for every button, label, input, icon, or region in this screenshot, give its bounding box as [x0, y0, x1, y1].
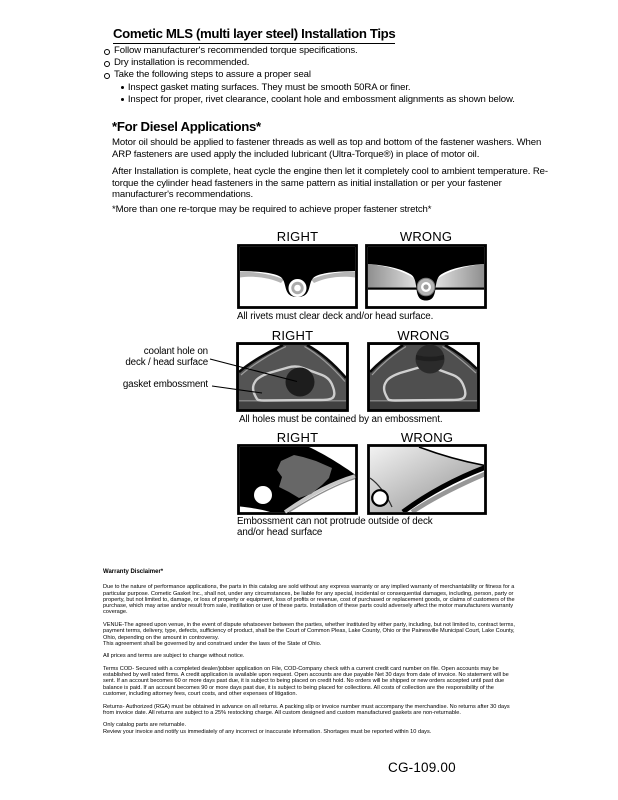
row3-right-label: RIGHT: [276, 430, 319, 445]
diesel-section-heading: *For Diesel Applications*: [112, 119, 261, 134]
row2-wrong-label: WRONG: [397, 328, 450, 343]
row1-right-label: RIGHT: [276, 229, 319, 244]
legal-paragraph: Terms COD- Secured with a completed dealer/jobber application on File, COD-Company check with a current credit card number on file. Open accounts may be established by well rated firms. A credit application is available upon request. Open accounts are due payable Net 30 days from date of invoice. No statement will be sent. If an account becomes 60 or more days past due, it is subject to being placed on credit hold. No orders will be shipped or new orders accepted until past due balance is paid. If an account becomes 90 or more days past due, it is subject to being placed for collections. All costs of collection are the responsibility of the customer, including attorney fees, court costs, and other expenses of litigation.: [103, 665, 509, 698]
row3-caption: Embossment can not protrude outside of deck and/or head surface: [237, 516, 433, 539]
list-item: [104, 57, 515, 69]
row1-wrong-label: WRONG: [399, 229, 453, 244]
list-item: [104, 45, 515, 57]
warranty-disclaimer-heading: Warranty Disclaimer*: [103, 569, 164, 575]
legal-paragraph: Returns- Authorized (RGA) must be obtained in advance on all returns. A packing slip or invoice number must accompany the merchandise. No returns after 30 days from invoice date. All returns are subject to a 25% restocking charge. All custom designed and custom manufactured gaskets are non-returnable.: [103, 703, 510, 716]
legal-paragraph: VENUE-The agreed upon venue, in the event of dispute whatsoever between the parties, whether instituted by either party, including, but not limited to, contract terms, payment terms, delivery, type, defects, sufficiency of product, shall be the Court of Common Pleas, Lake County, Ohio or the Painesville Municipal Court, Lake County, Ohio, depending on the amount in controversy.: [103, 621, 515, 641]
installation-tips-list: [104, 45, 515, 106]
tip-text: Follow manufacturer's recommended torque specifications.: [114, 45, 358, 56]
row2-wrong-diagram: [367, 342, 480, 412]
row2-right-label: RIGHT: [271, 328, 314, 343]
tip-text: Inspect for proper, rivet clearance, coolant hole and embossment alignments as shown below.: [127, 93, 515, 105]
retorque-note: *More than one re-torque may be required to achieve proper fastener stretch*: [112, 204, 432, 215]
legal-paragraph: This agreement shall be governed by and construed under the laws of the State of Ohio.: [103, 640, 322, 647]
open-circle-bullet-icon: [104, 49, 110, 55]
row1-right-diagram: [237, 244, 358, 309]
page-title: Cometic MLS (multi layer steel) Installation Tips: [113, 26, 395, 44]
warranty-disclaimer-section: [103, 569, 519, 741]
legal-paragraph: Only catalog parts are returnable.: [103, 722, 187, 729]
row3-wrong-diagram: [367, 444, 487, 515]
list-item: [121, 94, 515, 106]
gasket-embossment-annotation: gasket embossment: [122, 379, 208, 390]
diesel-paragraph-2: After Installation is complete, heat cycle the engine then let it completely cool to ambient temperature. Re-torque the cylinder head fasteners in the same pattern as initial installation or per your fastener manufacturer's recommendations.: [112, 166, 548, 201]
legal-paragraph: Due to the nature of performance applications, the parts in this catalog are sold without any express warranty or any implied warranty of merchantability or fitness for a particular purpose. Cometic Gasket Inc., shall not, under any circumstances, be liable for any special, incidental or consequential damages, including, person, party or property, but not limited to, damage, or loss of property or equipment, loss of profits or revenue, cost of purchased or replacement goods, or claims of customers of the purchase, which may arise and/or result from sale, instillation or use of these parts. Installation of these parts could adversely affect the motor manufacturers warranty coverage.: [103, 584, 515, 616]
row3-right-diagram: [237, 444, 358, 515]
dot-bullet-icon: [121, 86, 124, 89]
legal-paragraph: Review your invoice and notify us immediately of any incorrect or inaccurate information. Shortages must be reported within 10 days.: [103, 728, 432, 735]
diesel-paragraph-1: Motor oil should be applied to fastener threads as well as top and bottom of the fastener washers. When ARP fasteners are used apply the included lubricant (Ultra-Torque®) in place of motor oil.: [112, 137, 542, 160]
row2-caption: All holes must be contained by an embossment.: [239, 414, 443, 425]
tip-text: Take the following steps to assure a proper seal: [114, 69, 311, 81]
tip-text: Inspect gasket mating surfaces. They must be smooth 50RA or finer.: [127, 81, 411, 93]
catalog-page-number: CG-109.00: [388, 760, 456, 775]
annotation-leader-lines: [205, 342, 305, 402]
list-item: [121, 82, 515, 94]
open-circle-bullet-icon: [104, 73, 110, 79]
annotation-line: coolant hole on: [143, 346, 208, 357]
coolant-hole-annotation: [107, 346, 208, 368]
tip-text: Dry installation is recommended.: [114, 57, 250, 69]
dot-bullet-icon: [121, 98, 124, 101]
legal-paragraph: All prices and terms are subject to change without notice.: [103, 653, 245, 660]
list-item: [104, 69, 515, 81]
row3-wrong-label: WRONG: [400, 430, 454, 445]
open-circle-bullet-icon: [104, 61, 110, 67]
annotation-line: deck / head surface: [125, 357, 208, 368]
row1-wrong-diagram: [365, 244, 487, 309]
row1-caption: All rivets must clear deck and/or head surface.: [237, 311, 434, 322]
